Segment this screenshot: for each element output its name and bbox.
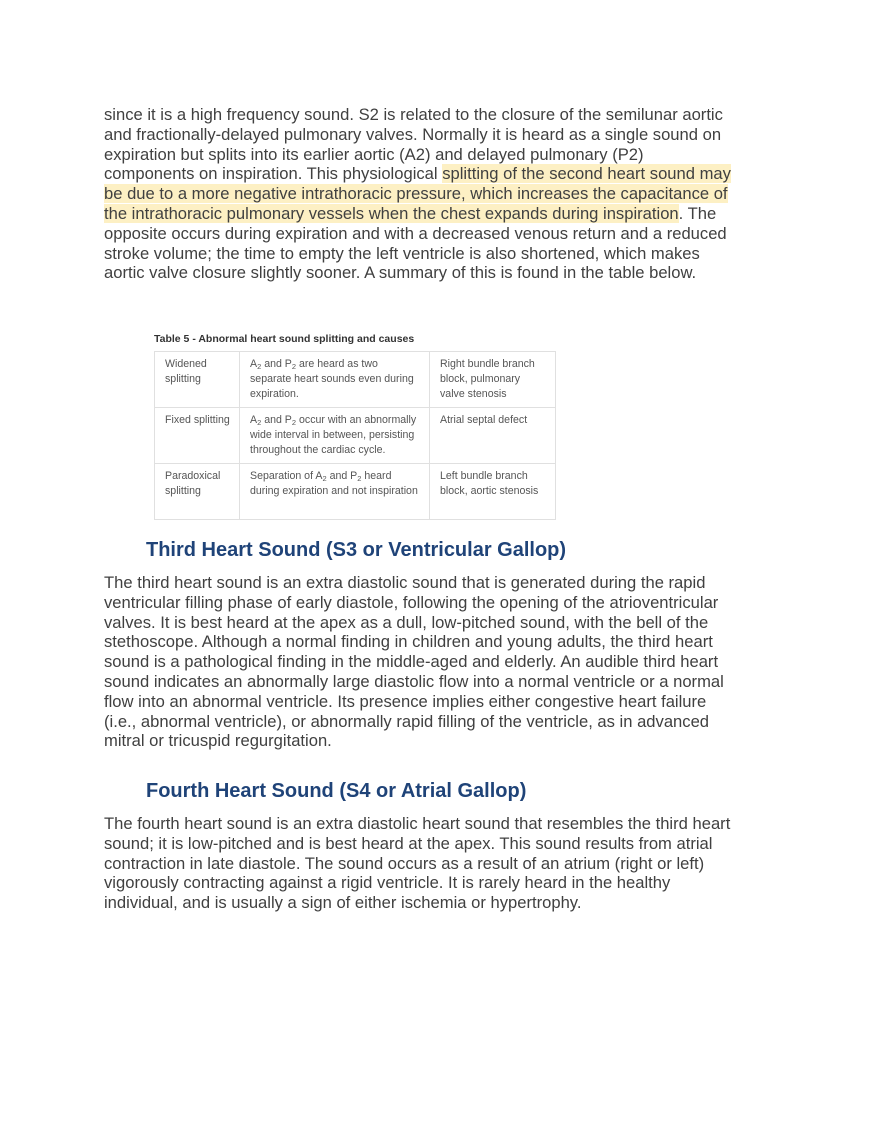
splitting-table-figure bbox=[154, 332, 556, 520]
table-cell-name: Widened splitting bbox=[155, 352, 240, 408]
table-cell-name: Fixed splitting bbox=[155, 408, 240, 464]
intro-text-before: since it is a high frequency sound. S2 is related to the closure of the semilunar aortic and fractionally-delayed pulmonary valves. Normally it is heard as a single sound on expiration but splits into its earlier aortic (A2) and delayed pulmonary (P2) components on inspiration. This physiological bbox=[104, 105, 723, 184]
table-row bbox=[155, 464, 556, 520]
table-title: Table 5 - Abnormal heart sound splitting and causes bbox=[154, 333, 415, 345]
table-cell-description: $A_2$ and $P_2$ are heard as two separate heart sounds even during expiration. bbox=[240, 352, 430, 408]
table-row bbox=[155, 408, 556, 464]
splitting-table bbox=[154, 351, 556, 520]
table-row bbox=[155, 352, 556, 408]
s3-paragraph: The third heart sound is an extra diastolic sound that is generated during the rapid ventricular filling phase of early diastole, following the opening of the atrioventricular valves. It is best heard at the apex as a dull, low-pitched sound, with the bell of the stethoscope. Although a normal finding in children and young adults, the third heart sound is a pathological finding in the middle-aged and elderly. An audible third heart sound indicates an abnormally large diastolic flow into a normal ventricle or a normal flow into an abnormal ventricle. Its presence implies either congestive heart failure (i.e., abnormal ventricle), or abnormally rapid filling of the ventricle, as in advanced mitral or tricuspid regurgitation. bbox=[104, 573, 724, 751]
table-cell-description: $A_2$ and $P_2$ occur with an abnormally wide interval in between, persisting throughout the cardiac cycle. bbox=[240, 408, 430, 464]
intro-paragraph bbox=[104, 105, 736, 283]
s3-heading: Third Heart Sound (S3 or Ventricular Gallop) bbox=[146, 539, 567, 561]
s4-heading: Fourth Heart Sound (S4 or Atrial Gallop) bbox=[146, 780, 527, 802]
intro-text-after: . The opposite occurs during expiration and with a decreased venous return and a reduced stroke volume; the time to empty the left ventricle is also shortened, which makes aortic valve closure slightly sooner. A summary of this is found in the table below. bbox=[104, 203, 727, 283]
s4-paragraph: The fourth heart sound is an extra diastolic heart sound that resembles the third heart sound; it is low-pitched and is best heard at the apex. This sound results from atrial contraction in late diastole. The sound occurs as a result of an atrium (right or left) vigorously contracting against a rigid ventricle. It is rarely heard in the healthy individual, and is usually a sign of either ischemia or hypertrophy. bbox=[104, 814, 731, 913]
table-cell-cause: Left bundle branch block, aortic stenosis bbox=[430, 464, 556, 520]
highlighted-text[interactable]: splitting of the second heart sound may be due to a more negative intrathoracic pressure, which increases the capacitance of the intrathoracic pulmonary vessels when the chest expands during inspiration bbox=[104, 164, 731, 223]
table-cell-description: Separation of $A_2$ and $P_2$ heard during expiration and not inspiration bbox=[240, 464, 430, 520]
table-cell-cause: Atrial septal defect bbox=[430, 408, 556, 464]
table-cell-name: Paradoxical splitting bbox=[155, 464, 240, 520]
table-cell-cause: Right bundle branch block, pulmonary valve stenosis bbox=[430, 352, 556, 408]
